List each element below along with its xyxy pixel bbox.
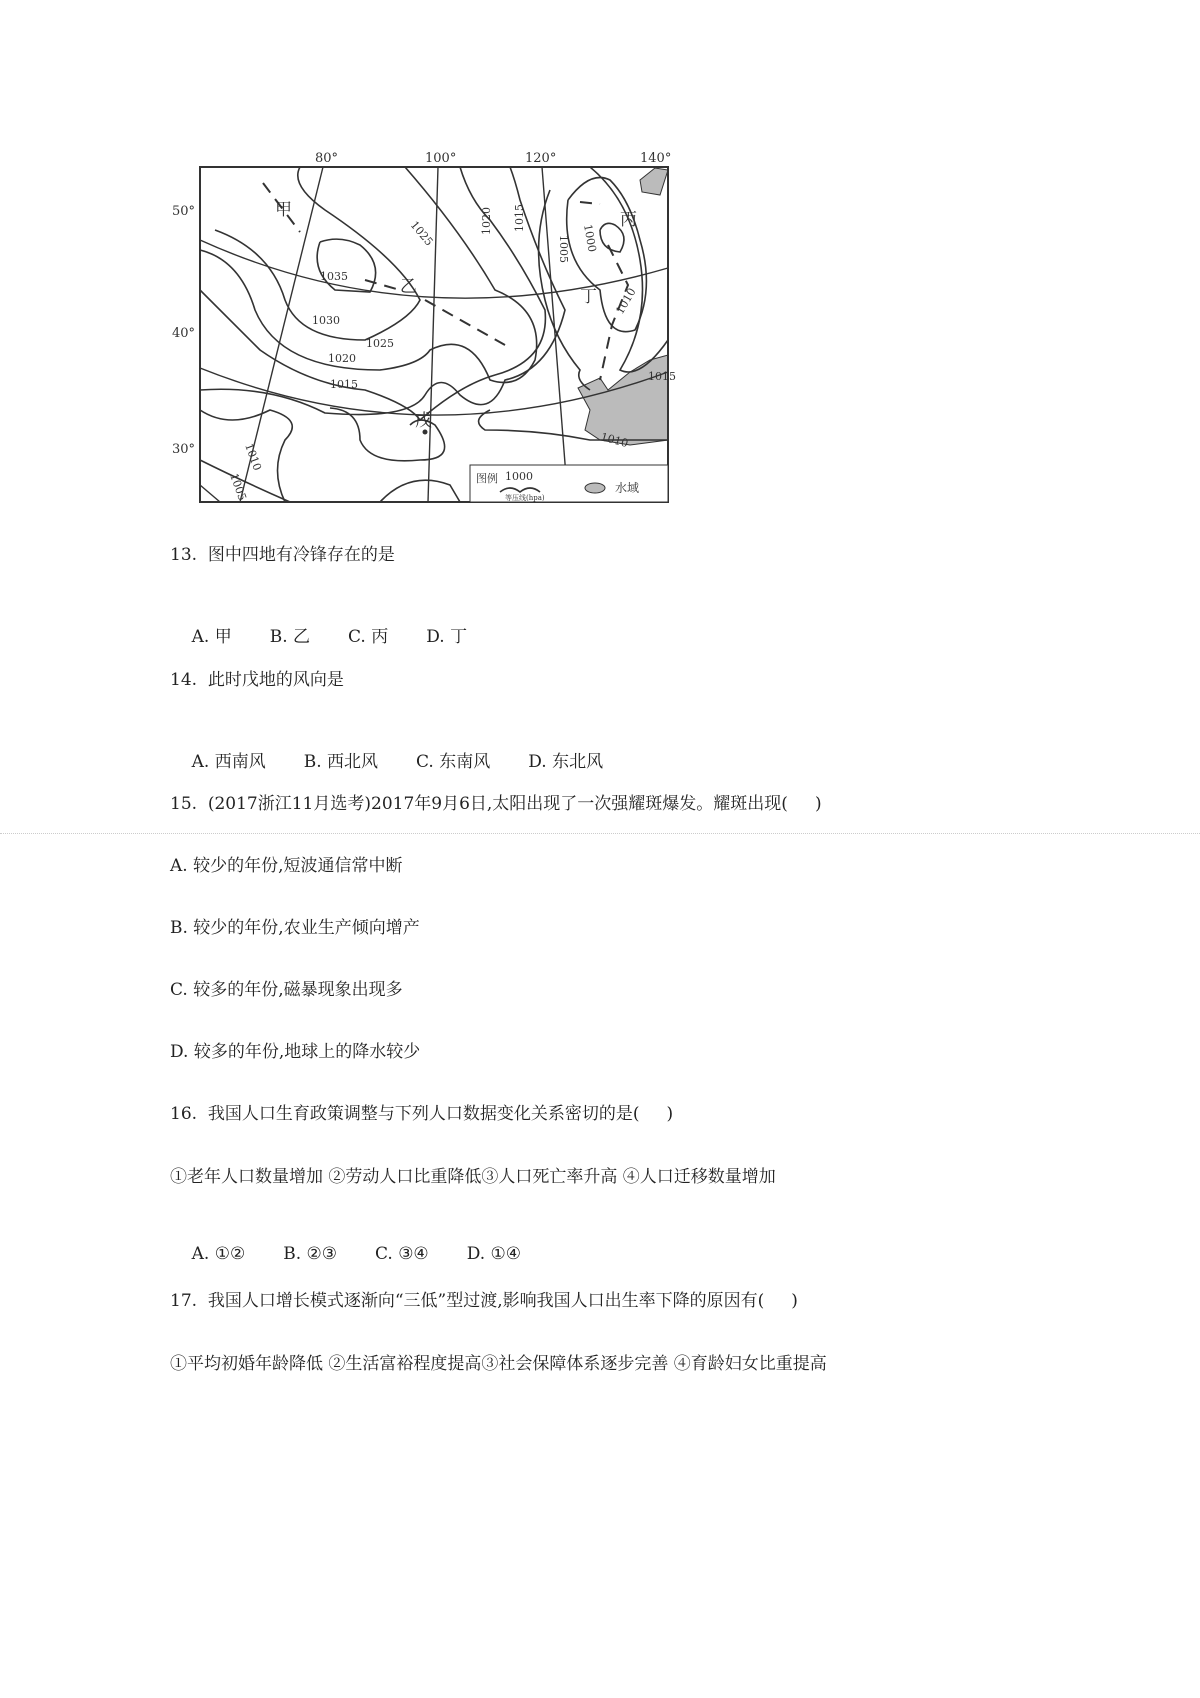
lat-label: 50° (172, 204, 196, 219)
legend-isobar-value: 1000 (505, 470, 533, 483)
question-17-items: ①平均初婚年龄降低 ②生活富裕程度提高③社会保障体系逐步完善 ④育龄妇女比重提高 (170, 1354, 827, 1374)
option-c[interactable]: C. 丙 (348, 627, 389, 647)
lon-label: 100° (425, 151, 457, 166)
isobar-label: 1010 (613, 285, 639, 317)
option-d[interactable]: D. 丁 (426, 627, 468, 647)
isobar-label: 1015 (330, 378, 358, 391)
option-a[interactable]: A. ①② (191, 1244, 246, 1264)
question-16: 16. 我国人口生育政策调整与下列人口数据变化关系密切的是( ) (170, 1104, 674, 1124)
legend-water-label: 水域 (615, 481, 640, 495)
place-label-bing: 丙 (620, 210, 637, 230)
option-d[interactable]: D. 较多的年份,地球上的降水较少 (170, 1042, 421, 1062)
isobar-label: 1020 (328, 352, 356, 365)
isobar-label: 1005 (227, 471, 249, 503)
map-legend (470, 465, 668, 502)
question-13: 13. 图中四地有冷锋存在的是 (170, 545, 395, 565)
place-label-ding: 丁 (580, 287, 597, 307)
option-c[interactable]: C. 较多的年份,磁暴现象出现多 (170, 980, 403, 1000)
legend-title: 图例 (476, 472, 498, 485)
option-b[interactable]: B. 较少的年份,农业生产倾向增产 (170, 918, 420, 938)
water-area (640, 168, 668, 195)
place-label-wu: 戊 (415, 411, 432, 431)
isobar-label: 1015 (648, 370, 676, 383)
option-d[interactable]: D. 东北风 (528, 752, 604, 772)
question-13-options (170, 602, 505, 667)
question-14: 14. 此时戊地的风向是 (170, 670, 344, 690)
option-c[interactable]: C. ③④ (374, 1244, 429, 1264)
question-16-items: ①老年人口数量增加 ②劳动人口比重降低③人口死亡率升高 ④人口迁移数量增加 (170, 1167, 776, 1187)
lon-label: 140° (640, 151, 672, 166)
lat-label: 30° (172, 442, 196, 457)
option-d[interactable]: D. ①④ (466, 1244, 521, 1264)
isobar-label: 1020 (480, 207, 493, 235)
isobar-label: 1035 (320, 270, 348, 283)
question-14-options (170, 727, 641, 792)
question-15: 15. (2017浙江11月选考)2017年9月6日,太阳出现了一次强耀斑爆发。耀斑出现( ) (170, 794, 822, 814)
isobar-label: 1030 (312, 314, 340, 327)
isobar-label: 1010 (242, 441, 264, 473)
option-a[interactable]: A. 西南风 (191, 752, 266, 772)
isobar-label: 1010 (599, 430, 630, 451)
isobar-label: 1025 (407, 218, 436, 249)
isobar-label: 1025 (366, 337, 394, 350)
water-area (578, 355, 668, 445)
page-break-divider (0, 833, 1200, 834)
option-c[interactable]: C. 东南风 (416, 752, 491, 772)
isobar-label: 1015 (513, 204, 526, 232)
question-17: 17. 我国人口增长模式逐渐向“三低”型过渡,影响我国人口出生率下降的原因有( ) (170, 1291, 798, 1311)
isobar-label: 1005 (557, 235, 570, 263)
option-b[interactable]: B. ②③ (283, 1244, 337, 1264)
lon-label: 80° (315, 151, 339, 166)
lat-label: 40° (172, 326, 196, 341)
isobar-label: 1000 (581, 223, 599, 254)
place-label-yi: 乙 (400, 277, 417, 297)
option-b[interactable]: B. 西北风 (303, 752, 379, 772)
lon-label: 120° (525, 151, 557, 166)
isobar-map (160, 140, 690, 510)
option-b[interactable]: B. 乙 (269, 627, 311, 647)
option-a[interactable]: A. 较少的年份,短波通信常中断 (170, 856, 403, 876)
option-a[interactable]: A. 甲 (191, 627, 232, 647)
question-16-options (170, 1224, 559, 1284)
place-label-jia: 甲 (275, 200, 292, 220)
legend-isobar-label: 等压线(hpa) (505, 494, 545, 502)
